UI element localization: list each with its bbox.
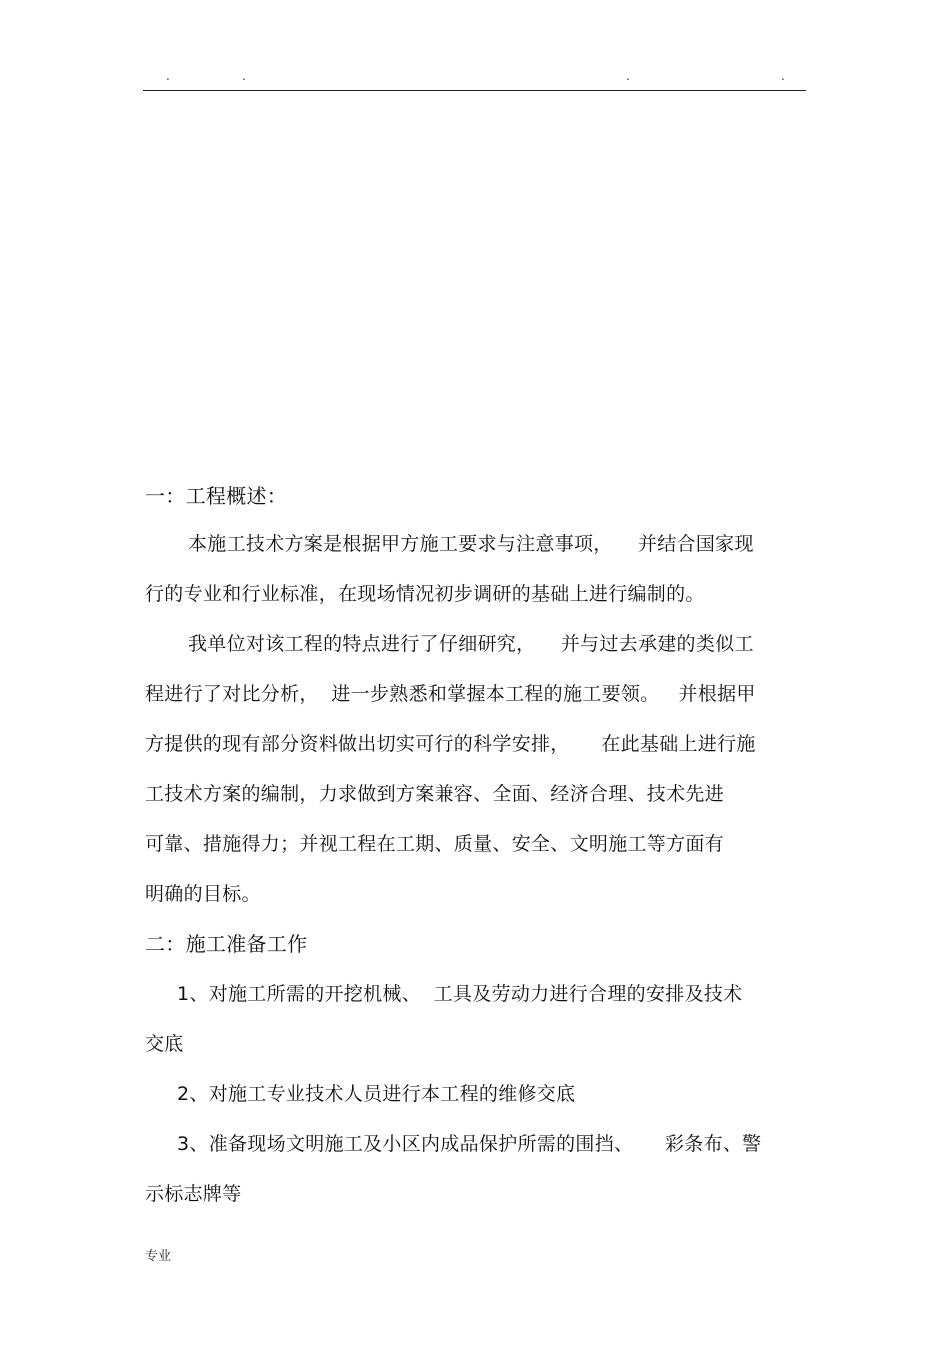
paragraph-line: 可靠、措施得力；并视工程在工期、质量、安全、文明施工等方面有 xyxy=(145,833,725,855)
header-mark: . xyxy=(242,69,246,83)
list-item-line: 2、对施工专业技术人员进行本工程的维修交底 xyxy=(177,1083,576,1105)
paragraph-line: 明确的目标。 xyxy=(145,883,261,905)
list-item-line: 示标志牌等 xyxy=(145,1183,242,1205)
header-mark: . xyxy=(166,69,170,83)
header-mark: . xyxy=(626,69,630,83)
paragraph-line: 方提供的现有部分资料做出切实可行的科学安排， 在此基础上进行施 xyxy=(145,733,756,755)
header-mark: . xyxy=(781,69,785,83)
list-item-line: 交底 xyxy=(145,1033,184,1055)
paragraph-line: 工技术方案的编制，力求做到方案兼容、全面、经济合理、技术先进 xyxy=(145,783,725,805)
paragraph-line: 程进行了对比分析， 进一步熟悉和掌握本工程的施工要领。 并根据甲 xyxy=(145,683,756,705)
list-item-line: 1、对施工所需的开挖机械、 工具及劳动力进行合理的安排及技术 xyxy=(177,983,743,1005)
section-heading-overview: 一：工程概述： xyxy=(145,484,288,508)
paragraph-line: 我单位对该工程的特点进行了仔细研究， 并与过去承建的类似工 xyxy=(188,633,754,655)
list-item-line: 3、准备现场文明施工及小区内成品保护所需的围挡、 彩条布、警 xyxy=(177,1133,762,1155)
header-divider xyxy=(143,90,806,91)
page-footer: 专业 xyxy=(145,1249,172,1264)
paragraph-line: 本施工技术方案是根据甲方施工要求与注意事项， 并结合国家现 xyxy=(188,533,754,555)
paragraph-line: 行的专业和行业标准，在现场情况初步调研的基础上进行编制的。 xyxy=(145,583,705,605)
section-heading-preparation: 二：施工准备工作 xyxy=(145,932,308,956)
